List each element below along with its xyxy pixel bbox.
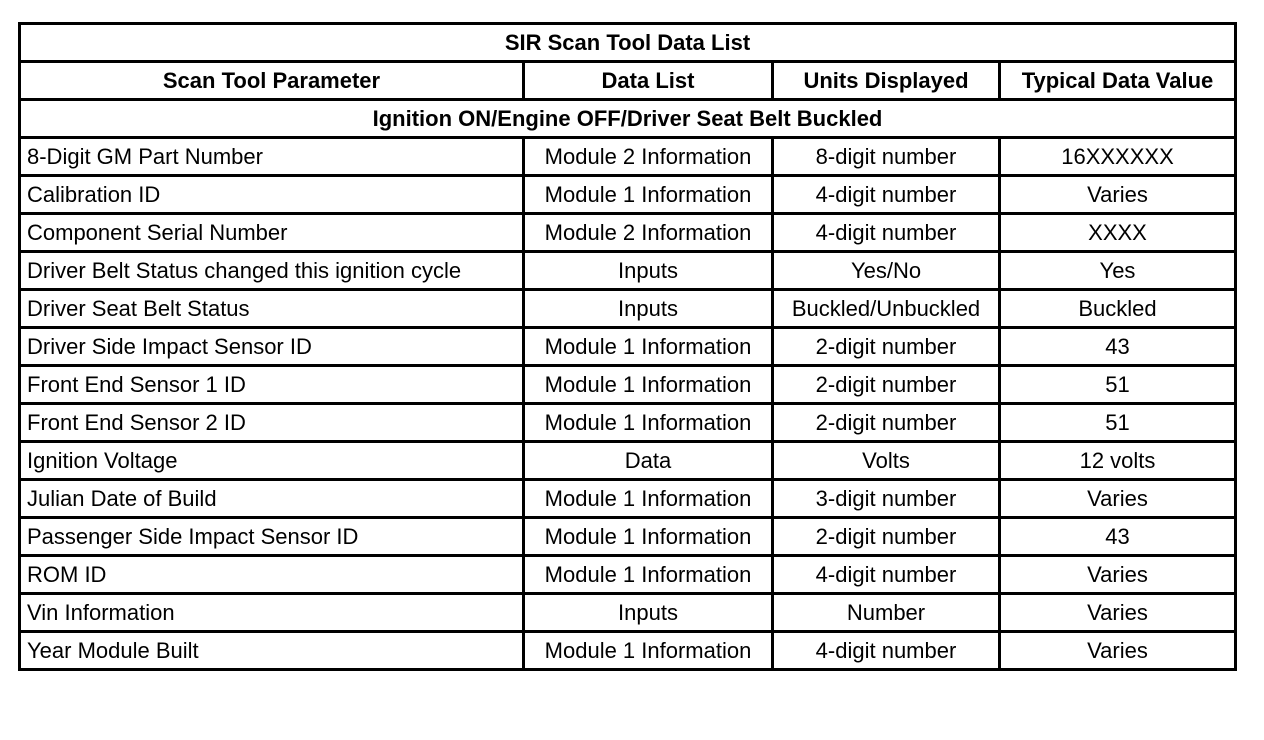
parameter-cell: Ignition Voltage	[20, 442, 524, 480]
data-list-cell: Module 1 Information	[524, 480, 773, 518]
column-header-typical-value: Typical Data Value	[1000, 62, 1236, 100]
parameter-cell: Front End Sensor 2 ID	[20, 404, 524, 442]
table-row	[20, 594, 1236, 632]
units-cell: 2-digit number	[773, 518, 1000, 556]
units-cell: 2-digit number	[773, 328, 1000, 366]
parameter-cell: Vin Information	[20, 594, 524, 632]
units-cell: Buckled/Unbuckled	[773, 290, 1000, 328]
section-row	[20, 100, 1236, 138]
section-heading: Ignition ON/Engine OFF/Driver Seat Belt Buckled	[20, 100, 1236, 138]
data-list-cell: Inputs	[524, 594, 773, 632]
table-header-row	[20, 62, 1236, 100]
units-cell: 4-digit number	[773, 176, 1000, 214]
units-cell: 3-digit number	[773, 480, 1000, 518]
table-title-row	[20, 24, 1236, 62]
parameter-cell: Driver Belt Status changed this ignition cycle	[20, 252, 524, 290]
table-row	[20, 442, 1236, 480]
parameter-cell: 8-Digit GM Part Number	[20, 138, 524, 176]
data-list-cell: Module 1 Information	[524, 632, 773, 670]
units-cell: 4-digit number	[773, 632, 1000, 670]
typical-value-cell: Varies	[1000, 632, 1236, 670]
scan-tool-data-table	[18, 22, 1237, 671]
table-row	[20, 214, 1236, 252]
table-row	[20, 252, 1236, 290]
typical-value-cell: 51	[1000, 366, 1236, 404]
parameter-cell: Front End Sensor 1 ID	[20, 366, 524, 404]
typical-value-cell: 51	[1000, 404, 1236, 442]
data-list-cell: Module 2 Information	[524, 214, 773, 252]
units-cell: Number	[773, 594, 1000, 632]
table-row	[20, 518, 1236, 556]
typical-value-cell: Buckled	[1000, 290, 1236, 328]
parameter-cell: Component Serial Number	[20, 214, 524, 252]
data-list-cell: Module 1 Information	[524, 366, 773, 404]
typical-value-cell: Varies	[1000, 556, 1236, 594]
parameter-cell: Driver Seat Belt Status	[20, 290, 524, 328]
data-list-cell: Module 1 Information	[524, 328, 773, 366]
column-header-units: Units Displayed	[773, 62, 1000, 100]
typical-value-cell: Varies	[1000, 480, 1236, 518]
parameter-cell: Julian Date of Build	[20, 480, 524, 518]
table-row	[20, 138, 1236, 176]
data-list-cell: Module 1 Information	[524, 176, 773, 214]
units-cell: 2-digit number	[773, 366, 1000, 404]
column-header-data-list: Data List	[524, 62, 773, 100]
units-cell: 8-digit number	[773, 138, 1000, 176]
typical-value-cell: 43	[1000, 518, 1236, 556]
table-row	[20, 290, 1236, 328]
units-cell: Volts	[773, 442, 1000, 480]
table-title: SIR Scan Tool Data List	[20, 24, 1236, 62]
table-row	[20, 366, 1236, 404]
typical-value-cell: Varies	[1000, 594, 1236, 632]
units-cell: 4-digit number	[773, 214, 1000, 252]
units-cell: 2-digit number	[773, 404, 1000, 442]
data-list-cell: Inputs	[524, 290, 773, 328]
data-list-cell: Module 2 Information	[524, 138, 773, 176]
typical-value-cell: 12 volts	[1000, 442, 1236, 480]
table-row	[20, 556, 1236, 594]
parameter-cell: Passenger Side Impact Sensor ID	[20, 518, 524, 556]
units-cell: Yes/No	[773, 252, 1000, 290]
typical-value-cell: 16XXXXXX	[1000, 138, 1236, 176]
data-list-cell: Data	[524, 442, 773, 480]
parameter-cell: ROM ID	[20, 556, 524, 594]
table-row	[20, 328, 1236, 366]
data-list-cell: Module 1 Information	[524, 556, 773, 594]
typical-value-cell: Yes	[1000, 252, 1236, 290]
column-header-parameter: Scan Tool Parameter	[20, 62, 524, 100]
data-list-cell: Inputs	[524, 252, 773, 290]
table-row	[20, 404, 1236, 442]
table-row	[20, 480, 1236, 518]
typical-value-cell: 43	[1000, 328, 1236, 366]
parameter-cell: Calibration ID	[20, 176, 524, 214]
data-list-cell: Module 1 Information	[524, 404, 773, 442]
typical-value-cell: XXXX	[1000, 214, 1236, 252]
parameter-cell: Driver Side Impact Sensor ID	[20, 328, 524, 366]
data-list-cell: Module 1 Information	[524, 518, 773, 556]
typical-value-cell: Varies	[1000, 176, 1236, 214]
parameter-cell: Year Module Built	[20, 632, 524, 670]
units-cell: 4-digit number	[773, 556, 1000, 594]
table-row	[20, 176, 1236, 214]
table-row	[20, 632, 1236, 670]
